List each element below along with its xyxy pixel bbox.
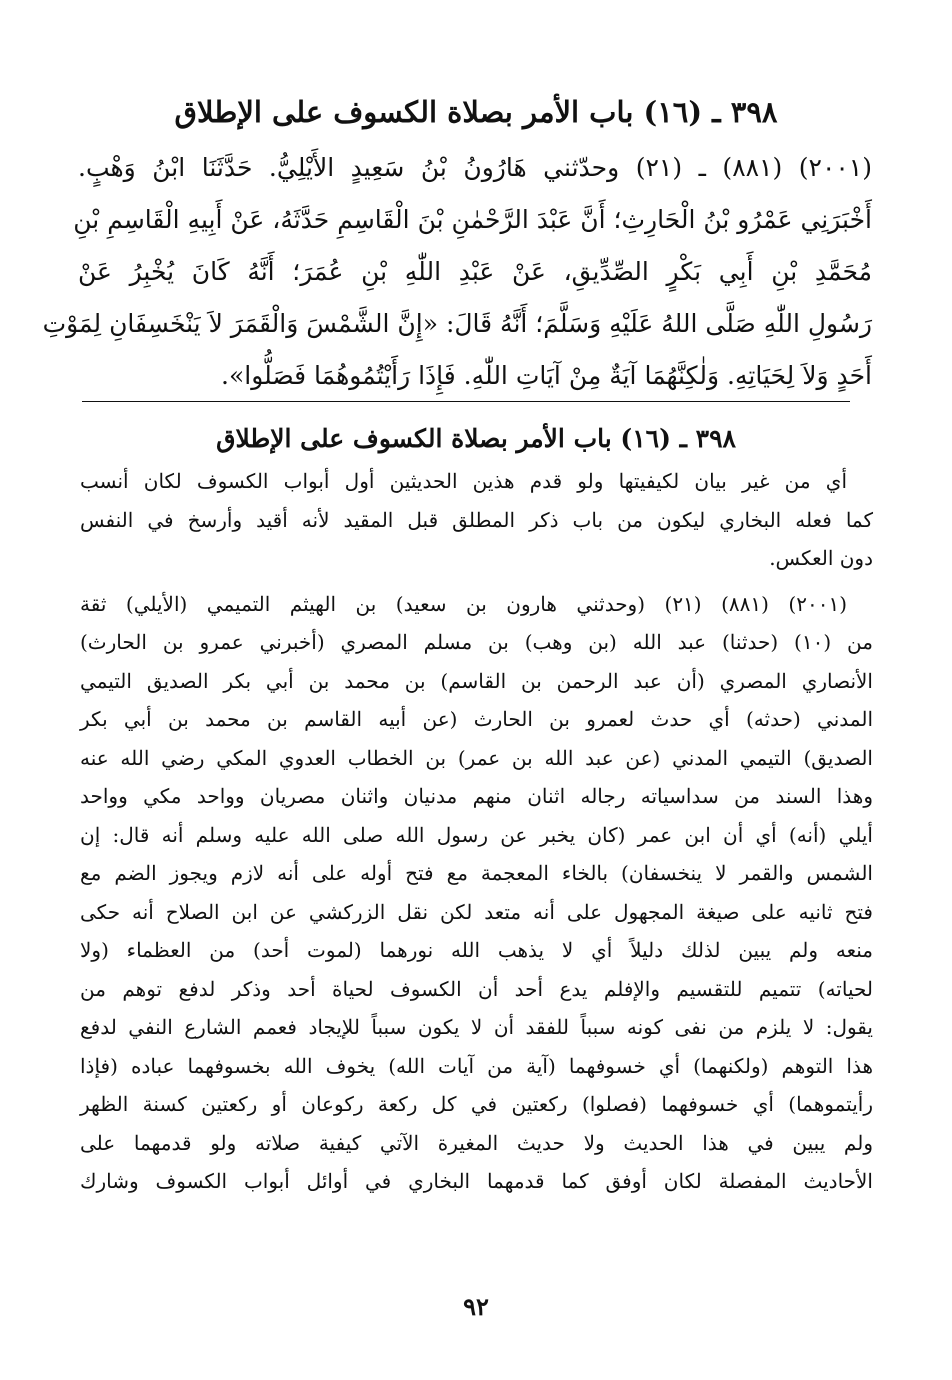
commentary-line: وهذا السند من سداسياته رجاله اثنان منهم مدنيان واثنان مصريان وواحد مكي وواحد xyxy=(80,784,873,808)
hadith-line: أَخْبَرَنِي عَمْرُو بْنُ الْحَارِثِ؛ أَنَّ عَبْدَ الرَّحْمٰنِ بْنَ الْقَاسِمِ حَدَّثَهُ، عَنْ أَبِيهِ الْقَاسِمِ بْنِ xyxy=(73,205,872,234)
commentary-line: (٢٠٠١) (٨٨١) (٢١) (وحدثني هارون بن سعيد) بن الهيثم التميمي (الأيلي) ثقة xyxy=(80,591,847,616)
commentary-line: الأنصاري المصري (أن عبد الرحمن بن القاسم) بن محمد بن أبي بكر الصديق التيمي xyxy=(80,668,873,693)
commentary-line: منعه ولم يبين لذلك دليلاً أي لا يذهب الله نورهما (لموت أحد) من العظماء (ولا xyxy=(80,938,873,962)
hadith-line: (٢٠٠١) (٨٨١) ـ (٢١) وحدّثني هَارُونُ بْنُ سَعِيدٍ الأَيْلِيُّ. حَدَّثَنَا ابْنُ وَهْبٍ. xyxy=(78,153,872,182)
commentary-line: يقول: لا يلزم من نفى كونه سبباً للفقد أن لا يكون سبباً للإيجاد فعمم الشارع النفي لدفع xyxy=(80,1015,873,1039)
hadith-line: رَسُولِ اللّٰهِ صَلَّى اللهُ عَلَيْهِ وَسَلَّمَ؛ أَنَّهُ قَالَ: «إِنَّ الشَّمْسَ وَالْقَمَرَ لاَ يَنْخَسِفَانِ لِمَوْتِ xyxy=(42,309,872,338)
commentary-line: دون العكس. xyxy=(769,546,873,570)
divider xyxy=(82,401,850,402)
hadith-line: مُحَمَّدِ بْنِ أَبِي بَكْرٍ الصِّدِّيقِ، عَنْ عَبْدِ اللّٰهِ بْنِ عُمَرَ؛ أَنَّهُ كَانَ يُخْبِرُ عَنْ xyxy=(78,257,872,286)
commentary-line: الشمس والقمر لا ينخسفان) بالخاء المعجمة مع فتح أوله على أنه لازم ويجوز الضم مع xyxy=(80,861,873,885)
commentary-line: لحياته) تتميم للتقسيم والإفلم يدع أحد أن الكسوف لحياة أحد وذكر لدفع توهم من xyxy=(80,976,873,1001)
commentary-title: ٣٩٨ ـ (١٦) باب الأمر بصلاة الكسوف على الإطلاق xyxy=(216,424,736,453)
commentary-line: من (١٠) (حدثنا) عبد الله (بن وهب) بن مسلم المصري (أخبرني عمرو بن الحارث) xyxy=(80,630,873,654)
commentary-line: فتح ثانيه على صيغة المجهول على أنه متعد لكن نقل الزركشي عن ابن الصلاح أنه حكى xyxy=(80,899,873,924)
commentary-line: الأحاديث المفصلة لكان أوفق كما قدمهما البخاري في أوائل أبواب الكسوف وشارك xyxy=(80,1169,873,1193)
commentary-line: أيلي (أنه) أي أن ابن عمر (كان يخبر عن رسول الله صلى الله عليه وسلم أنه قال: إن xyxy=(80,822,873,847)
hadith-line: أَحَدٍ وَلاَ لِحَيَاتِهِ. وَلٰكِنَّهُمَا آيَةٌ مِنْ آيَاتِ اللّٰهِ. فَإِذَا رَأَيْتُمُوهُمَا فَصَلُّوا». xyxy=(221,361,872,390)
commentary-line: الصديق) التيمي المدني (عن عبد الله بن عمر) بن الخطاب العدوي المكي رضي الله عنه xyxy=(80,745,873,770)
hadith-text xyxy=(42,142,872,402)
commentary-line: هذا التوهم (ولكنهما) أي خسوفهما (آية من آيات الله) يخوف الله بخسوفهما عباده (فإذا xyxy=(80,1053,873,1078)
page-number: ٩٢ xyxy=(463,1292,489,1321)
commentary-text xyxy=(80,462,873,1201)
commentary-line: كما فعله البخاري ليكون من باب ذكر المطلق قبل المقيد لأنه أقيد وأرسخ في النفس xyxy=(80,507,873,532)
commentary-line: المدني (حدثه) أي حدث لعمرو بن الحارث (عن أبيه القاسم بن محمد بن أبي بكر xyxy=(80,707,873,731)
commentary-line: أي من غير بيان لكيفيتها ولو قدم هذين الحديثين أول أبواب الكسوف لكان أنسب xyxy=(80,469,847,493)
commentary-line: رأيتموهما) أي خسوفهما (فصلوا) ركعتين في كل ركعة ركوعان أو ركعتين كسنة الظهر xyxy=(80,1092,873,1116)
commentary-line: ولم يبين في هذا الحديث ولا حديث المغيرة الآتي كيفية صلاته ولو قدمهما على xyxy=(80,1130,873,1155)
page-title: ٣٩٨ ـ (١٦) باب الأمر بصلاة الكسوف على الإطلاق xyxy=(174,95,778,129)
